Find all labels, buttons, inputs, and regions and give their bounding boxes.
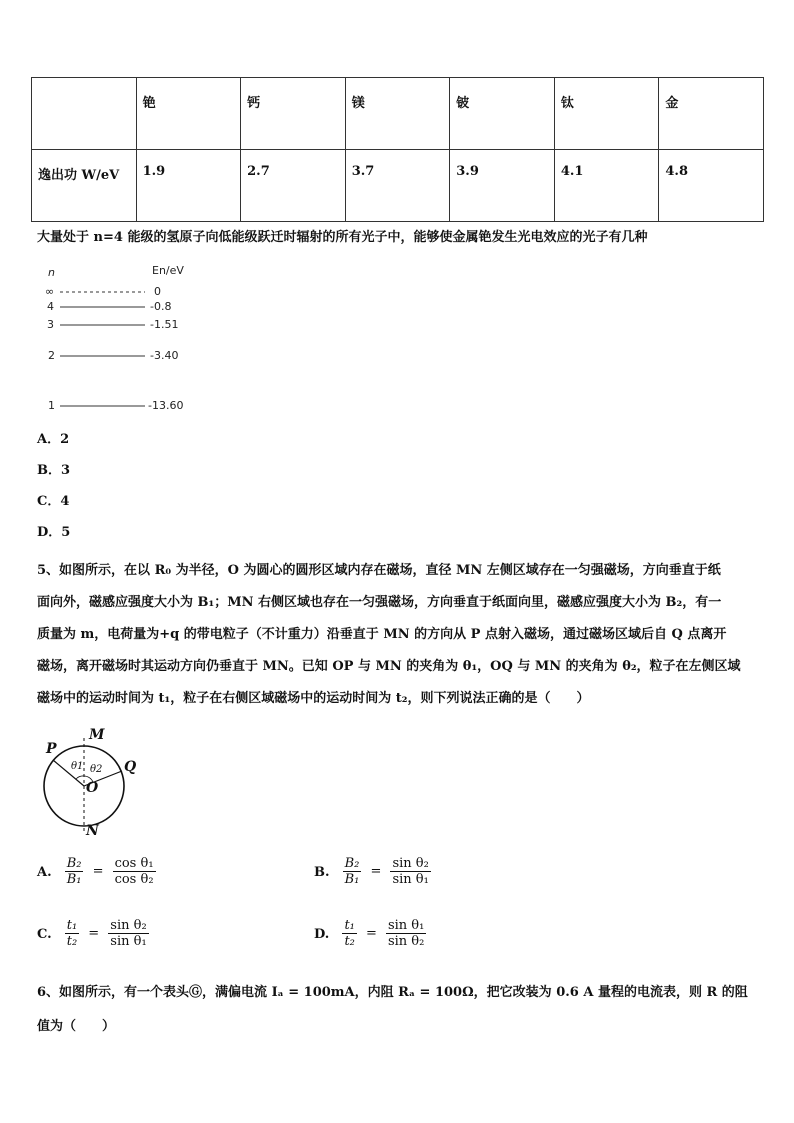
fraction: $\frac{\text{B₂}}{\text{B₁}}$ (66, 856, 82, 887)
q4-option-c: C．4 (37, 494, 70, 509)
energy-level-lines (40, 262, 200, 422)
table-cell: 金 (659, 78, 764, 150)
fraction: $\frac{\text{t₁}}{\text{t₂}}$ (66, 918, 78, 949)
table-cell: 钛 (554, 78, 659, 150)
q5-option-b: B. $\frac{\text{B₂}}{\text{B₁}}$ = $\frac{\text{sin θ₂}}{\text{sin θ₁}}$ (314, 856, 429, 887)
q5-line-2: 面向外，磁感应强度大小为 B₁；MN 右侧区域也存在一匀强磁场，方向垂直于纸面向里，磁感应强度大小为 B₂，有一 (37, 595, 722, 610)
q4-option-b: B．3 (37, 463, 71, 478)
level-n-1: 1 (48, 399, 55, 412)
fraction: $\frac{\text{cos θ₁}}{\text{cos θ₂}}$ (114, 856, 154, 887)
point-p-label: P (46, 741, 57, 757)
q5-option-d: D. $\frac{\text{t₁}}{\text{t₂}}$ = $\frac{\text{sin θ₁}}{\text{sin θ₂}}$ (314, 918, 425, 949)
table-cell: 4.1 (554, 150, 659, 222)
angle-arc-1 (76, 776, 84, 779)
level-n-4: 4 (47, 300, 54, 313)
point-m-label: M (89, 727, 105, 743)
work-function-table (31, 77, 764, 222)
q5-line-4: 磁场，离开磁场时其运动方向仍垂直于 MN。已知 OP 与 MN 的夹角为 θ₁，OQ 与 MN 的夹角为 θ₂，粒子在左侧区域 (37, 659, 741, 674)
table-row (32, 78, 764, 150)
fraction: $\frac{\text{sin θ₂}}{\text{sin θ₁}}$ (110, 918, 147, 949)
point-o-label: O (86, 780, 99, 796)
table-row (32, 150, 764, 222)
fraction: $\frac{\text{t₁}}{\text{t₂}}$ (344, 918, 355, 949)
n-axis-label: n (48, 266, 55, 279)
level-n-inf: ∞ (45, 285, 55, 298)
level-n-2: 2 (48, 349, 55, 362)
point-n-label: N (86, 823, 99, 839)
q5-line-1: 5、如图所示，在以 R₀ 为半径，O 为圆心的圆形区域内存在磁场，直径 MN 左侧区域存在一匀强磁场，方向垂直于纸 (37, 563, 721, 578)
q4-option-d: D．5 (37, 525, 71, 540)
q5-line-3: 质量为 m，电荷量为+q 的带电粒子（不计重力）沿垂直于 MN 的方向从 P 点射入磁场，通过磁场区域后自 Q 点离开 (37, 627, 727, 642)
q6-line-2: 值为（ ） (37, 1019, 116, 1034)
fraction: $\frac{\text{sin θ₁}}{\text{sin θ₂}}$ (387, 918, 425, 949)
table-cell: 1.9 (136, 150, 241, 222)
level-e-3: -1.51 (150, 318, 179, 331)
level-e-1: -13.60 (148, 399, 184, 412)
table-cell: 逸出功 W/eV (32, 150, 137, 222)
level-e-4: -0.8 (150, 300, 172, 313)
q5-option-c: C. $\frac{\text{t₁}}{\text{t₂}}$ = $\frac{\text{sin θ₂}}{\text{sin θ₁}}$ (37, 918, 147, 949)
q5-line-5: 磁场中的运动时间为 t₁，粒子在右侧区域磁场中的运动时间为 t₂，则下列说法正确的是（ ） (37, 691, 590, 706)
energy-axis-label: En/eV (152, 264, 184, 277)
level-n-3: 3 (47, 318, 54, 331)
table-cell: 钙 (241, 78, 346, 150)
q4-stem: 大量处于 n=4 能级的氢原子向低能级跃迁时辐射的所有光子中，能够使金属铯发生光电效应的光子有几种 (37, 230, 648, 245)
theta1-label: θ1 (71, 761, 84, 772)
level-e-inf: 0 (154, 285, 161, 298)
table-cell: 铍 (450, 78, 555, 150)
table-cell: 铯 (136, 78, 241, 150)
point-q-label: Q (124, 759, 137, 775)
level-e-2: -3.40 (150, 349, 179, 362)
theta2-label: θ2 (90, 764, 103, 775)
table-cell: 镁 (345, 78, 450, 150)
table-cell: 3.7 (345, 150, 450, 222)
fraction: $\frac{\text{sin θ₂}}{\text{sin θ₁}}$ (392, 856, 429, 887)
table-cell: 3.9 (450, 150, 555, 222)
fraction: $\frac{\text{B₂}}{\text{B₁}}$ (344, 856, 360, 887)
q4-option-a: A．2 (37, 432, 70, 447)
q5-option-a: A. $\frac{\text{B₂}}{\text{B₁}}$ = $\frac{\text{cos θ₁}}{\text{cos θ₂}}$ (37, 856, 154, 887)
q6-line-1: 6、如图所示，有一个表头Ⓖ，满偏电流 Iₐ = 100mA，内阻 Rₐ = 100Ω，把它改装为 0.6 A 量程的电流表，则 R 的阻 (37, 985, 748, 1000)
table-cell: 4.8 (659, 150, 764, 222)
table-cell: 2.7 (241, 150, 346, 222)
table-cell (32, 78, 137, 150)
